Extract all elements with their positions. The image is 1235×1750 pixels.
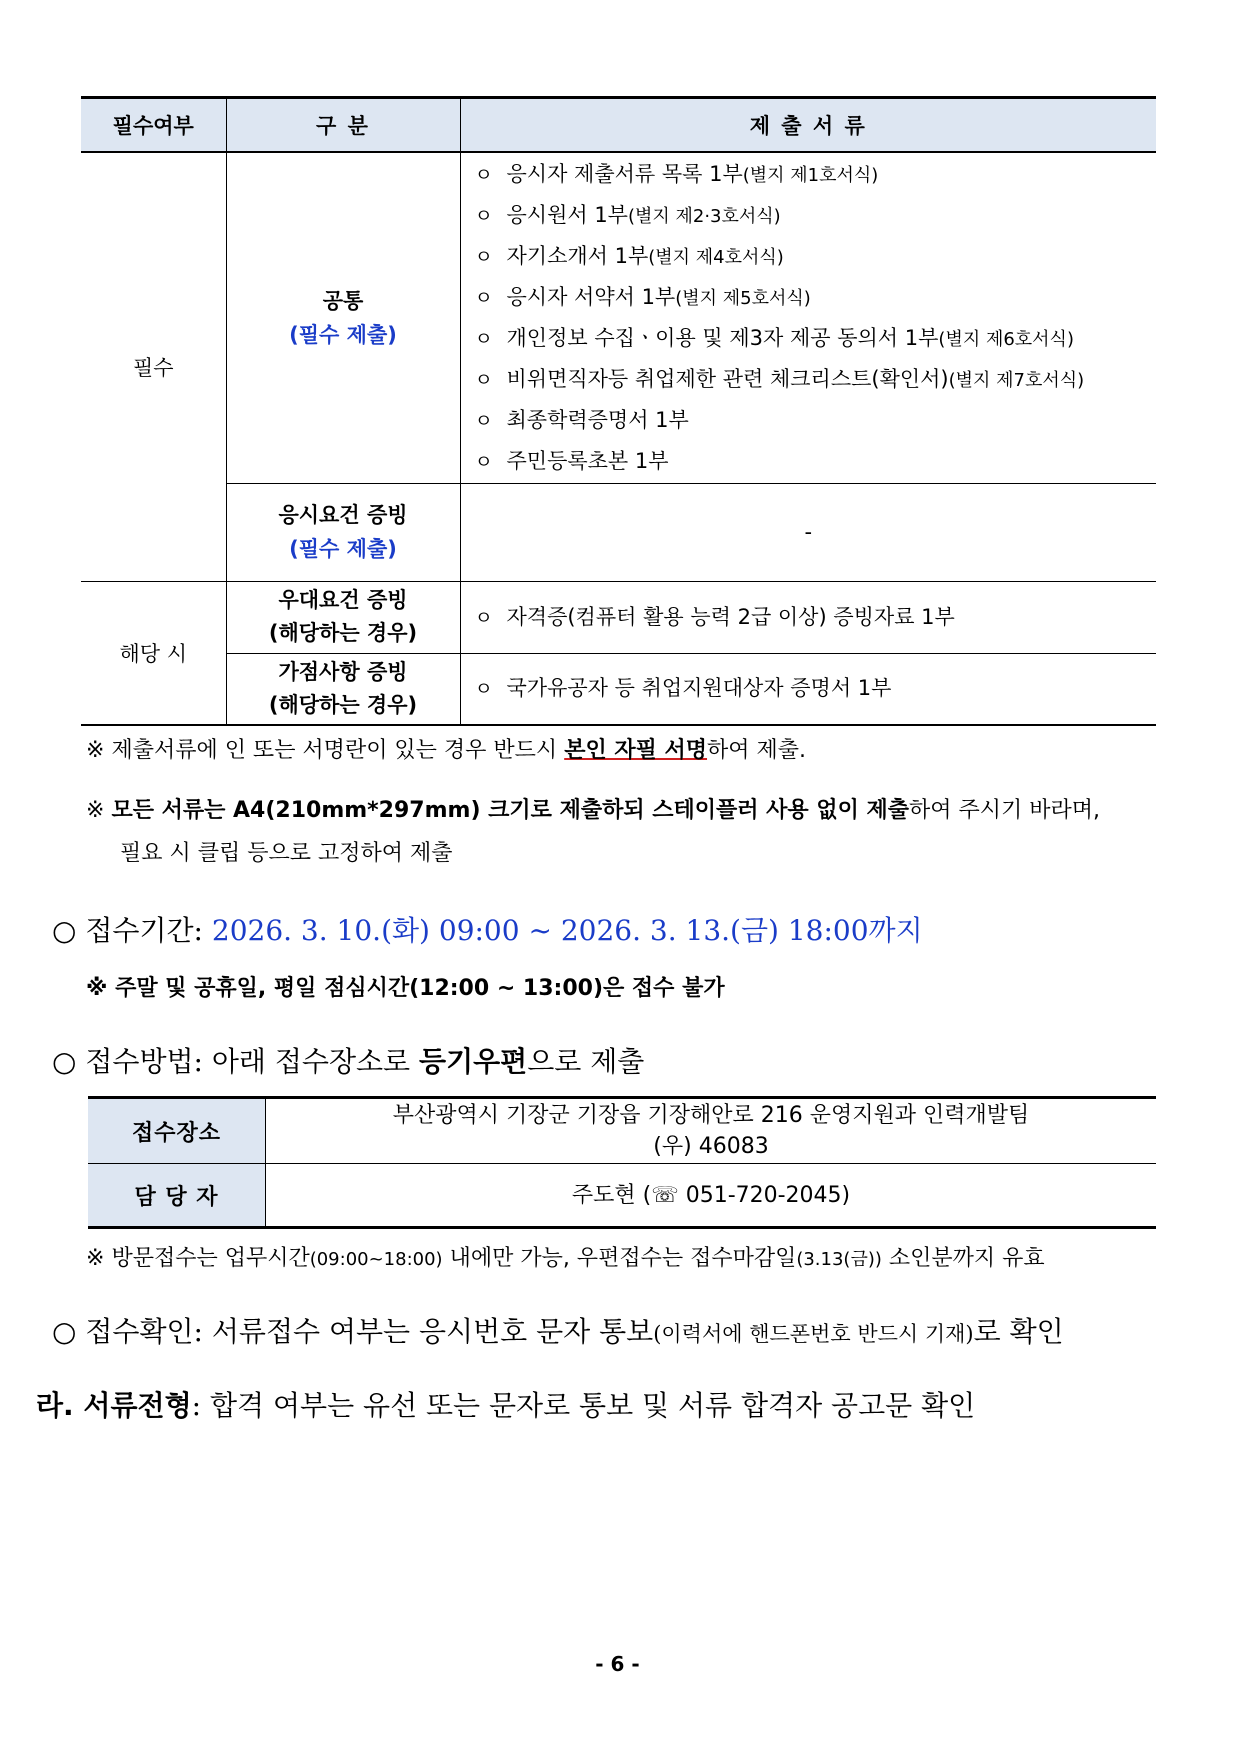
bonus-item: 국가유공자 등 취업지원대상자 증명서 1부 <box>506 676 892 701</box>
confirm-small: (이력서에 핸드폰번호 반드시 기재) <box>653 1322 974 1346</box>
common-item-form: (별지 제1호서식) <box>742 164 879 186</box>
note-mark: ※ <box>86 738 105 763</box>
common-item-text: 자기소개서 1부 <box>506 243 649 268</box>
eligibility-subtitle: (필수 제출) <box>289 537 397 561</box>
section-ra-label: 라. 서류전형 <box>36 1389 192 1422</box>
table-row <box>88 1098 1156 1164</box>
required-label: 필수 <box>81 152 226 581</box>
common-item-form: (별지 제7호서식) <box>948 369 1085 391</box>
section-ra-text: : 합격 여부는 유선 또는 문자로 통보 및 서류 합격자 공고문 확인 <box>191 1389 976 1422</box>
list-item <box>475 236 1157 277</box>
method-label: 접수방법: 아래 접수장소로 <box>85 1045 420 1078</box>
documents-table-header <box>81 98 1156 153</box>
common-item-text: 최종학력증명서 1부 <box>506 407 689 432</box>
signature-note-text: 제출서류에 인 또는 서명란이 있는 경우 반드시 <box>111 738 565 763</box>
visit-note-deadline: (3.13(금)) <box>796 1249 882 1270</box>
period-note-text: 주말 및 공휴일, 평일 점심시간(12:00 ~ 13:00)은 접수 불가 <box>115 976 725 1001</box>
common-item-text: 주민등록초본 1부 <box>506 448 669 473</box>
contact-phone: 051-720-2045) <box>678 1182 851 1208</box>
list-item <box>475 359 1157 400</box>
period-heading <box>52 909 923 949</box>
common-item-form: (별지 제5호서식) <box>675 287 811 309</box>
documents-table <box>81 96 1156 726</box>
page-number: - 6 - <box>595 1652 640 1676</box>
bonus-title: 가점사항 증빙 <box>278 659 408 684</box>
common-title: 공통 <box>322 288 364 313</box>
contact-name: 주도현 ( <box>571 1182 652 1208</box>
visit-note-post: 소인분까지 유효 <box>881 1246 1045 1271</box>
applicable-label: 해당 시 <box>81 581 226 725</box>
eligibility-value: - <box>460 483 1156 581</box>
circle-icon: ○ <box>52 914 77 947</box>
bullet-icon: ㅇ <box>474 163 493 186</box>
period-value: 2026. 3. 10.(화) 09:00 ~ 2026. 3. 13.(금) 18:00까지 <box>211 914 923 947</box>
table-row <box>81 653 1156 725</box>
visit-note-hours: (09:00~18:00) <box>309 1249 443 1270</box>
signature-note-post: 하여 제출. <box>707 738 807 763</box>
method-bold: 등기우편 <box>419 1045 528 1078</box>
common-item-text: 비위면직자등 취업제한 관련 체크리스트(확인서) <box>506 366 949 391</box>
eligibility-category <box>226 483 460 581</box>
confirm-label: 접수확인: 서류접수 여부는 응시번호 문자 통보 <box>85 1315 654 1348</box>
bullet-icon: ㅇ <box>474 368 493 391</box>
method-heading <box>52 1040 644 1080</box>
period-label: 접수기간: <box>85 914 212 947</box>
place-line2: (우) 46083 <box>653 1134 769 1159</box>
receipt-table <box>88 1096 1156 1229</box>
header-documents: 제 출 서 류 <box>460 98 1156 153</box>
bullet-icon: ㅇ <box>474 327 493 350</box>
common-document-list <box>461 154 1157 482</box>
common-documents <box>460 152 1156 483</box>
bonus-subtitle: (해당하는 경우) <box>268 692 418 717</box>
circle-icon: ○ <box>52 1315 77 1348</box>
bonus-documents <box>460 653 1156 725</box>
signature-note <box>86 733 806 764</box>
note-mark: ※ <box>86 1246 105 1271</box>
visit-note-mid: 내에만 가능, 우편접수는 접수마감일 <box>442 1246 797 1271</box>
contact-label: 담 당 자 <box>88 1164 266 1228</box>
table-row <box>88 1164 1156 1228</box>
note-mark: ※ <box>86 976 108 1001</box>
section-ra <box>36 1384 975 1424</box>
bullet-icon: ㅇ <box>474 678 493 701</box>
bullet-icon: ㅇ <box>474 450 493 473</box>
table-row <box>81 152 1156 483</box>
place-line1: 부산광역시 기장군 기장읍 기장해안로 216 운영지원과 인력개발팀 <box>392 1103 1030 1128</box>
bonus-category <box>226 653 460 725</box>
bullet-icon: ㅇ <box>474 286 493 309</box>
place-label: 접수장소 <box>88 1098 266 1164</box>
size-note-post: 하여 주시기 바라며, <box>909 798 1100 823</box>
common-item-text: 응시자 제출서류 목록 1부 <box>506 161 743 186</box>
preference-item: 자격증(컴퓨터 활용 능력 2급 이상) 증빙자료 1부 <box>506 604 955 629</box>
list-item <box>475 318 1157 359</box>
preference-category <box>226 581 460 653</box>
size-note <box>86 793 1100 824</box>
table-row <box>81 483 1156 581</box>
list-item <box>475 154 1157 195</box>
table-row <box>81 581 1156 653</box>
common-category <box>226 152 460 483</box>
preference-subtitle: (해당하는 경우) <box>268 621 418 645</box>
list-item <box>475 441 1157 482</box>
header-category: 구 분 <box>226 98 460 153</box>
signature-note-bold: 본인 자필 서명 <box>564 738 708 763</box>
list-item <box>475 400 1157 441</box>
header-required: 필수여부 <box>81 98 226 153</box>
period-note <box>86 971 725 1002</box>
preference-documents <box>460 581 1156 653</box>
place-value <box>266 1098 1157 1164</box>
confirm-heading <box>52 1310 1064 1350</box>
bullet-icon: ㅇ <box>474 204 493 227</box>
common-item-form: (별지 제2·3호서식) <box>627 205 781 227</box>
eligibility-title: 응시요건 증빙 <box>278 503 408 527</box>
list-item <box>475 277 1157 318</box>
preference-title: 우대요건 증빙 <box>278 588 408 612</box>
size-note-bold: 모든 서류는 A4(210mm*297mm) 크기로 제출하되 스테이플러 사용 없이 제출 <box>111 798 909 823</box>
circle-icon: ○ <box>52 1045 77 1078</box>
common-item-form: (별지 제6호서식) <box>938 328 1074 350</box>
visit-note <box>86 1241 1045 1272</box>
note-mark: ※ <box>86 798 105 823</box>
list-item <box>475 597 1157 638</box>
contact-value <box>266 1164 1157 1228</box>
method-post: 으로 제출 <box>527 1045 645 1078</box>
visit-note-pre: 방문접수는 업무시간 <box>111 1246 310 1271</box>
common-item-text: 응시자 서약서 1부 <box>506 284 676 309</box>
bullet-icon: ㅇ <box>474 409 493 432</box>
common-item-text: 응시원서 1부 <box>506 202 628 227</box>
common-subtitle: (필수 제출) <box>289 322 397 347</box>
bullet-icon: ㅇ <box>474 606 493 629</box>
list-item <box>475 668 1157 709</box>
common-item-text: 개인정보 수집ㆍ이용 및 제3자 제공 동의서 1부 <box>506 325 939 350</box>
common-item-form: (별지 제4호서식) <box>648 246 784 268</box>
size-note-line2: 필요 시 클립 등으로 고정하여 제출 <box>120 841 453 866</box>
phone-icon: ☏ <box>651 1182 679 1208</box>
confirm-post: 로 확인 <box>973 1315 1064 1348</box>
list-item <box>475 195 1157 236</box>
bullet-icon: ㅇ <box>474 245 493 268</box>
